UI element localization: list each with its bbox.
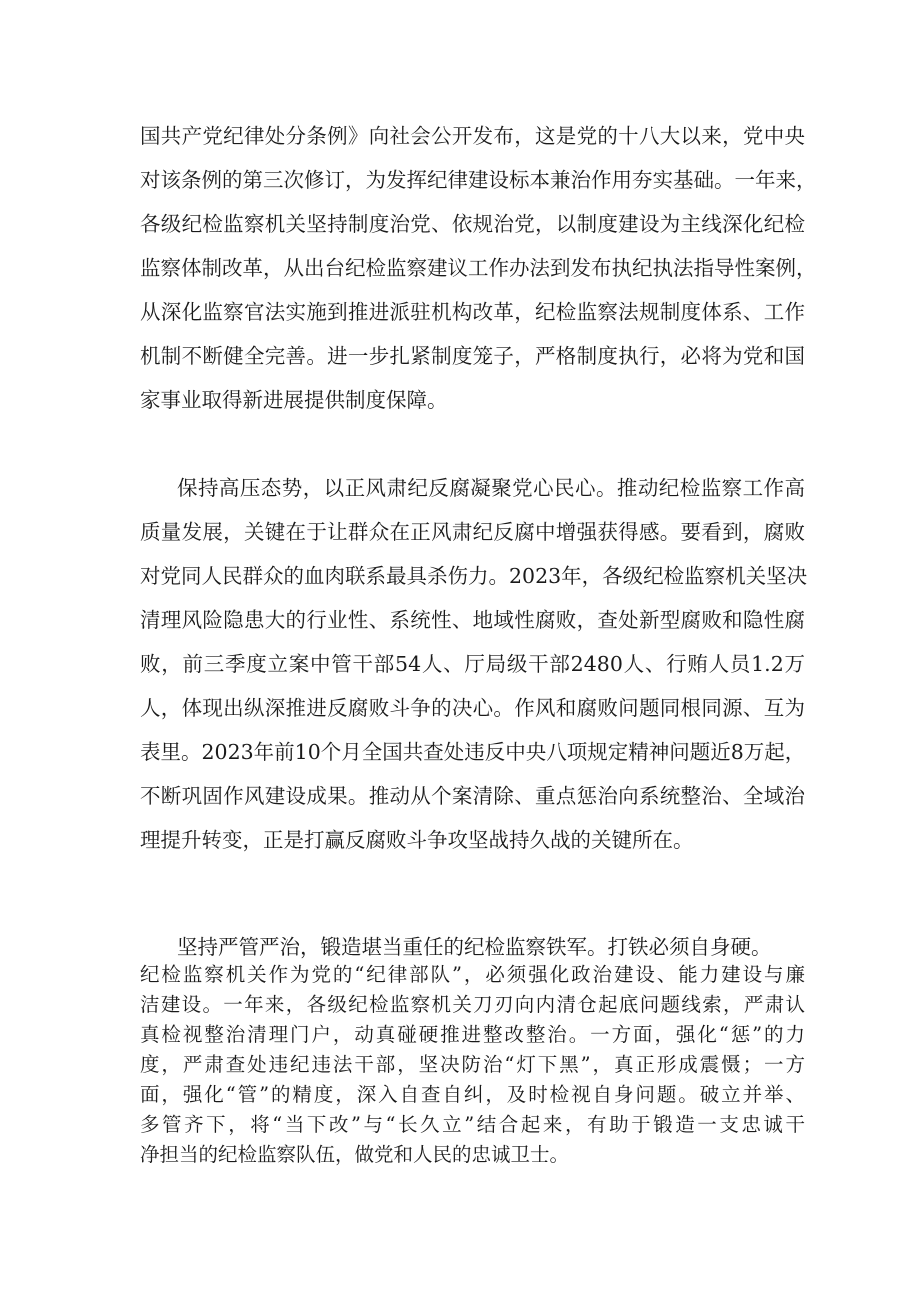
- text-line: 真检视整治清理门户，动真碰硬推进整改整治。一方面，强化“惩”的力: [140, 1023, 805, 1046]
- text-line: 表里。2023年前10个月全国共查处违反中央八项规定精神问题近8万起，: [140, 740, 806, 764]
- text-line: 家事业取得新进展提供制度保障。: [140, 388, 448, 412]
- text-line: 面，强化“管”的精度，深入自查自纠，及时检视自身问题。破立并举、: [140, 1083, 805, 1106]
- text-line: 纪检监察机关作为党的“纪律部队”，必须强化政治建设、能力建设与廉: [140, 963, 805, 986]
- text-line: 各级纪检监察机关坚持制度治党、依规治党，以制度建设为主线深化纪检: [140, 212, 805, 236]
- text-line: 监察体制改革，从出台纪检监察建议工作办法到发布执纪执法指导性案例，: [140, 256, 817, 280]
- paragraph-discipline-team: [140, 960, 805, 1170]
- text-line: 理提升转变，正是打赢反腐败斗争攻坚战持久战的关键所在。: [140, 828, 694, 852]
- text-line: 人，体现出纵深推进反腐败斗争的决心。作风和腐败问题同根同源、互为: [140, 696, 805, 720]
- text-line: 对该条例的第三次修订，为发挥纪律建设标本兼治作用夯实基础。一年来，: [140, 168, 817, 192]
- text-line: 机制不断健全完善。进一步扎紧制度笼子，严格制度执行，必将为党和国: [140, 344, 805, 368]
- text-line: 度，严肃查处违纪违法干部，坚决防治“灯下黑”，真正形成震慑；一方: [140, 1053, 805, 1076]
- text-line: 对党同人民群众的血肉联系最具杀伤力。2023年，各级纪检监察机关坚决: [140, 564, 808, 588]
- text-line: 不断巩固作风建设成果。推动从个案清除、重点惩治向系统整治、全域治: [140, 784, 805, 808]
- text-line: 清理风险隐患大的行业性、系统性、地域性腐败，查处新型腐败和隐性腐: [140, 608, 805, 632]
- text-line: 败，前三季度立案中管干部54人、厅局级干部2480人、行贿人员1.2万: [140, 652, 805, 676]
- text-line: 净担当的纪检监察队伍，做党和人民的忠诚卫士。: [140, 1143, 570, 1166]
- text-line: 从深化监察官法实施到推进派驻机构改革，纪检监察法规制度体系、工作: [140, 300, 805, 324]
- paragraph-anti-corruption: [140, 466, 808, 862]
- paragraph-discipline-regulations: [140, 114, 817, 422]
- text-line: 洁建设。一年来，各级纪检监察机关刀刃向内清仓起底问题线索，严肃认: [140, 993, 805, 1016]
- text-line: 多管齐下，将“当下改”与“长久立”结合起来，有助于锻造一支忠诚干: [140, 1113, 805, 1136]
- text-line: 坚持严管严治，锻造堪当重任的纪检监察铁军。打铁必须自身硬。: [177, 935, 772, 959]
- text-line: 质量发展，关键在于让群众在正风肃纪反腐中增强获得感。要看到，腐败: [140, 520, 805, 544]
- text-line: 保持高压态势，以正风肃纪反腐凝聚党心民心。推动纪检监察工作高: [177, 476, 805, 500]
- text-line: 国共产党纪律处分条例》向社会公开发布，这是党的十八大以来，党中央: [140, 124, 805, 148]
